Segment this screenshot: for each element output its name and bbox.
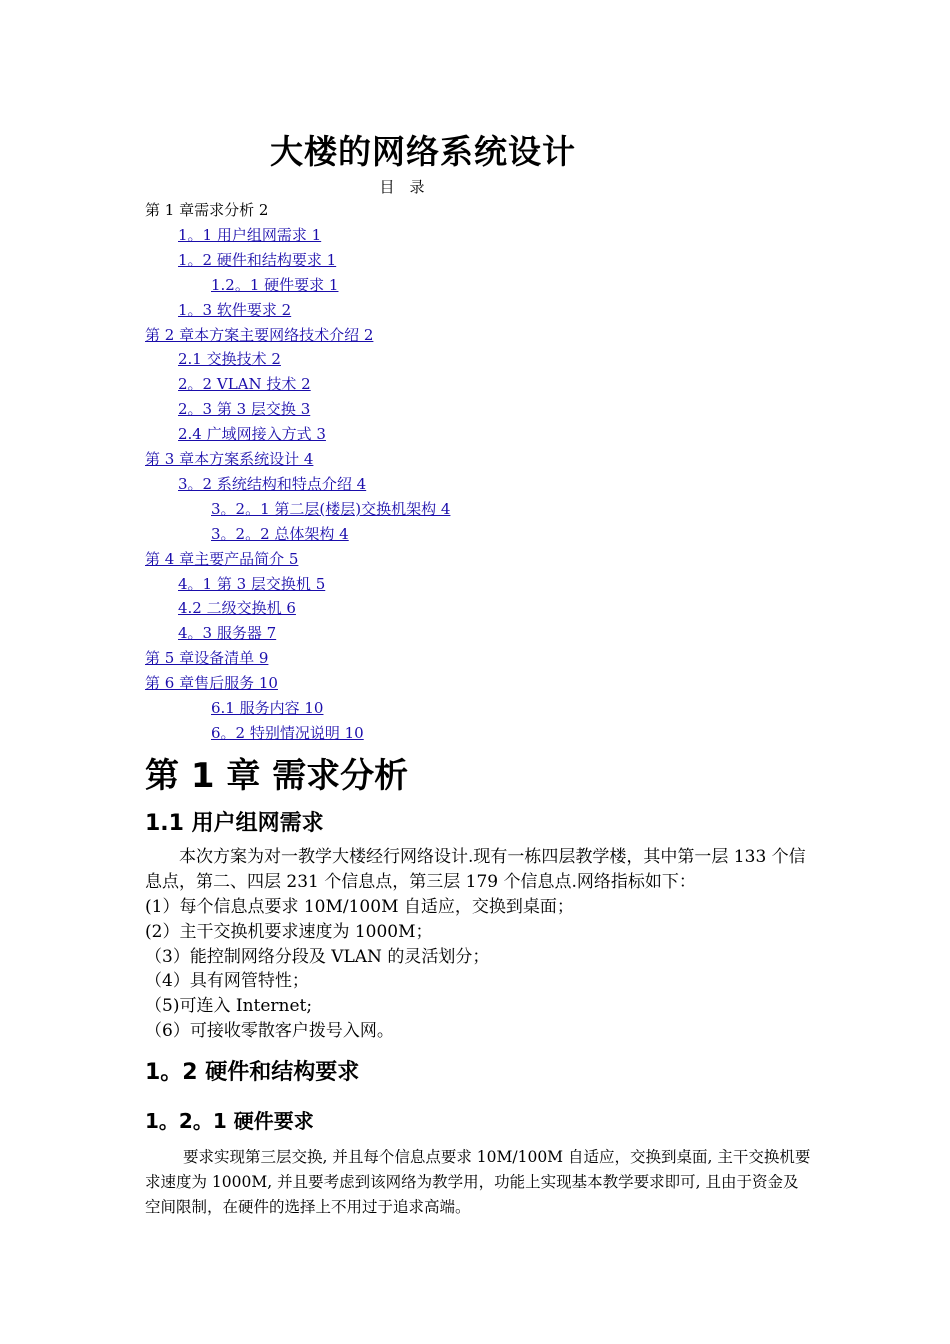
toc-entry[interactable]: 2。2 VLAN 技术 2	[178, 375, 311, 394]
toc-entry[interactable]: 1.2。1 硬件要求 1	[211, 275, 339, 294]
requirement-item: (1）每个信息点要求 10M/100M 自适应，交换到桌面；	[145, 897, 574, 917]
toc-entry[interactable]: 3。2。2 总体架构 4	[211, 524, 349, 543]
toc-entry[interactable]: 2。3 第 3 层交换 3	[178, 400, 311, 419]
section-1-1-paragraph	[145, 845, 811, 895]
section-1-2-1-heading: 1。2。1 硬件要求	[145, 1109, 314, 1133]
requirement-item: （4）具有网管特性；	[145, 971, 309, 992]
document-title: 大楼的网络系统设计	[270, 132, 576, 171]
toc-entry[interactable]: 第 2 章本方案主要网络技术介绍 2	[145, 325, 374, 344]
toc-entry[interactable]: 第 3 章本方案系统设计 4	[145, 450, 314, 468]
toc-entry[interactable]: 第 4 章主要产品简介 5	[145, 549, 299, 568]
toc-entry[interactable]: 1。2 硬件和结构要求 1	[178, 250, 337, 269]
toc-entry[interactable]: 4.2 二级交换机 6	[178, 599, 296, 618]
toc-entry[interactable]: 6.1 服务内容 10	[211, 699, 324, 717]
toc-entry[interactable]: 3。2。1 第二层(楼层)交换机架构 4	[211, 499, 451, 518]
toc-entry[interactable]: 6。2 特别情况说明 10	[211, 723, 364, 742]
toc-entry[interactable]: 3。2 系统结构和特点介绍 4	[178, 474, 367, 493]
toc-entry[interactable]: 第 6 章售后服务 10	[145, 674, 278, 693]
requirement-item: （5)可连入 Internet;	[145, 996, 313, 1017]
toc-entry[interactable]: 1。1 用户组网需求 1	[178, 225, 322, 244]
requirement-item: (2）主干交换机要求速度为 1000M；	[145, 921, 433, 942]
section-1-2-1-text: 要求实现第三层交换, 并且每个信息点要求 10M/100M 自适应，交换到桌面, 主干交换机要求速度为 1000M, 并且要考虑到该网络为教学用，功能上实现基本教学要求即可, 且由于资金及空间限制，在硬件的选择上不用过于追求高端。	[145, 1148, 811, 1216]
toc-entry: 第 1 章需求分析 2	[145, 201, 269, 219]
requirement-item: （6）可接收零散客户拨号入网。	[145, 1021, 394, 1041]
section-1-1-heading: 1.1 用户组网需求	[145, 811, 324, 836]
section-1-1-text: 本次方案为对一教学大楼经行网络设计.现有一栋四层教学楼，其中第一层 133 个信息点，第二、四层 231 个信息点，第三层 179 个信息点.网络指标如下：	[145, 847, 806, 892]
requirement-item: （3）能控制网络分段及 VLAN 的灵活划分；	[145, 946, 490, 967]
toc-entry[interactable]: 4。3 服务器 7	[178, 624, 277, 643]
chapter-1-heading: 第 1 章 需求分析	[145, 756, 409, 796]
toc-entry[interactable]: 1。3 软件要求 2	[178, 300, 292, 319]
toc-entry[interactable]: 第 5 章设备清单 9	[145, 649, 269, 668]
toc-entry[interactable]: 4。1 第 3 层交换机 5	[178, 574, 326, 593]
section-1-2-1-paragraph	[145, 1145, 811, 1220]
toc-heading: 目 录	[379, 178, 425, 196]
toc-entry[interactable]: 2.1 交换技术 2	[178, 350, 281, 369]
section-1-2-heading: 1。2 硬件和结构要求	[145, 1060, 360, 1085]
toc-entry[interactable]: 2.4 广域网接入方式 3	[178, 425, 326, 444]
